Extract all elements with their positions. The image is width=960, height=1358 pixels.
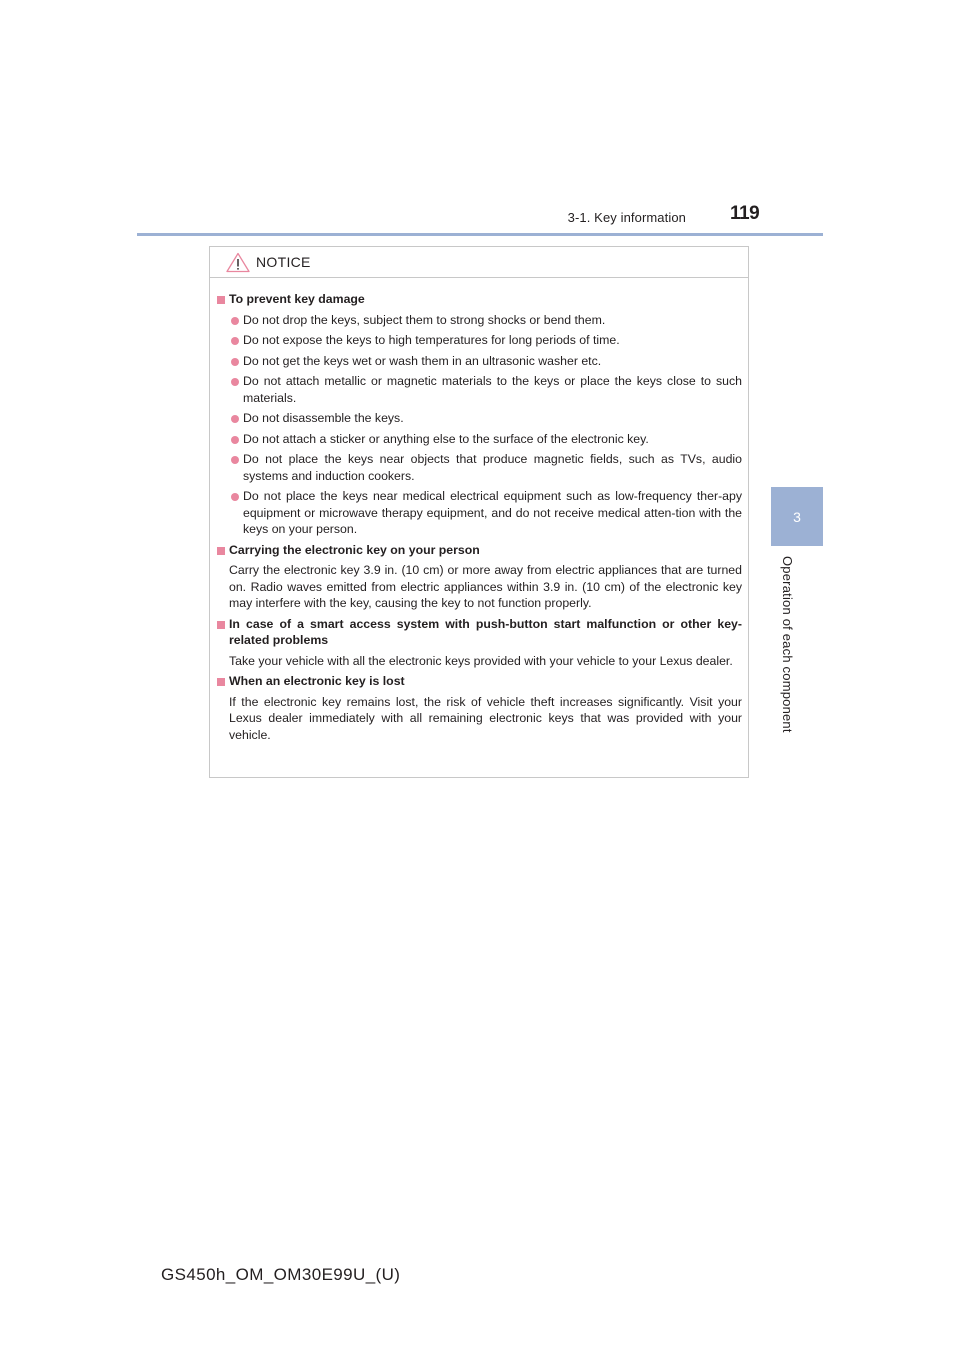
dot-bullet-icon (231, 358, 239, 366)
section-heading-carrying-key: Carrying the electronic key on your person (217, 542, 742, 559)
warning-triangle-icon (226, 252, 250, 273)
dot-bullet-icon (231, 378, 239, 386)
square-bullet-icon (217, 547, 225, 555)
notice-box (209, 246, 749, 778)
list-item: Do not get the keys wet or wash them in an ultrasonic washer etc. (217, 353, 742, 370)
square-bullet-icon (217, 296, 225, 304)
header-rule (137, 233, 823, 236)
list-item: Do not place the keys near medical electrical equipment such as low-frequency ther-apy equipment or microwave therapy equipment, and do not receive medical atten-tion with the keys on your person. (217, 488, 742, 538)
list-item: Do not drop the keys, subject them to strong shocks or bend them. (217, 312, 742, 329)
list-item: Do not attach metallic or magnetic materials to the keys or place the keys close to such materials. (217, 373, 742, 406)
dot-bullet-icon (231, 317, 239, 325)
chapter-title: Operation of each component (780, 556, 795, 733)
list-item: Do not disassemble the keys. (217, 410, 742, 427)
page-number: 119 (730, 203, 760, 224)
chapter-tab (771, 487, 823, 546)
dot-bullet-icon (231, 493, 239, 501)
notice-title: NOTICE (256, 254, 311, 270)
section-paragraph: Carry the electronic key 3.9 in. (10 cm) or more away from electric appliances that are turned on. Radio waves emitted from electric appliances within 3.9 in. (10 cm) of the electronic key may interfere with the key, causing the key to not function properly. (229, 563, 742, 610)
section-heading-key-damage: To prevent key damage (217, 291, 742, 308)
dot-bullet-icon (231, 337, 239, 345)
document-id: GS450h_OM_OM30E99U_(U) (161, 1265, 401, 1284)
dot-bullet-icon (231, 456, 239, 464)
section-heading-malfunction: In case of a smart access system with push-button start malfunction or other key-related problems (217, 616, 742, 649)
square-bullet-icon (217, 678, 225, 686)
dot-bullet-icon (231, 415, 239, 423)
section-paragraph: Take your vehicle with all the electronic keys provided with your vehicle to your Lexus dealer. (229, 653, 733, 668)
notice-header (210, 247, 748, 278)
square-bullet-icon (217, 621, 225, 629)
chapter-number: 3 (793, 508, 801, 525)
list-item: Do not expose the keys to high temperatures for long periods of time. (217, 332, 742, 349)
section-paragraph: If the electronic key remains lost, the risk of vehicle theft increases significantly. Visit your Lexus dealer immediately with all remaining electronic keys that was provided with your vehicle. (229, 694, 742, 742)
list-item: Do not attach a sticker or anything else to the surface of the electronic key. (217, 431, 742, 448)
notice-body (210, 278, 748, 743)
section-heading-key-lost: When an electronic key is lost (217, 673, 742, 690)
list-item: Do not place the keys near objects that produce magnetic fields, such as TVs, audio systems and induction cookers. (217, 451, 742, 484)
section-title: 3-1. Key information (567, 210, 686, 225)
dot-bullet-icon (231, 436, 239, 444)
